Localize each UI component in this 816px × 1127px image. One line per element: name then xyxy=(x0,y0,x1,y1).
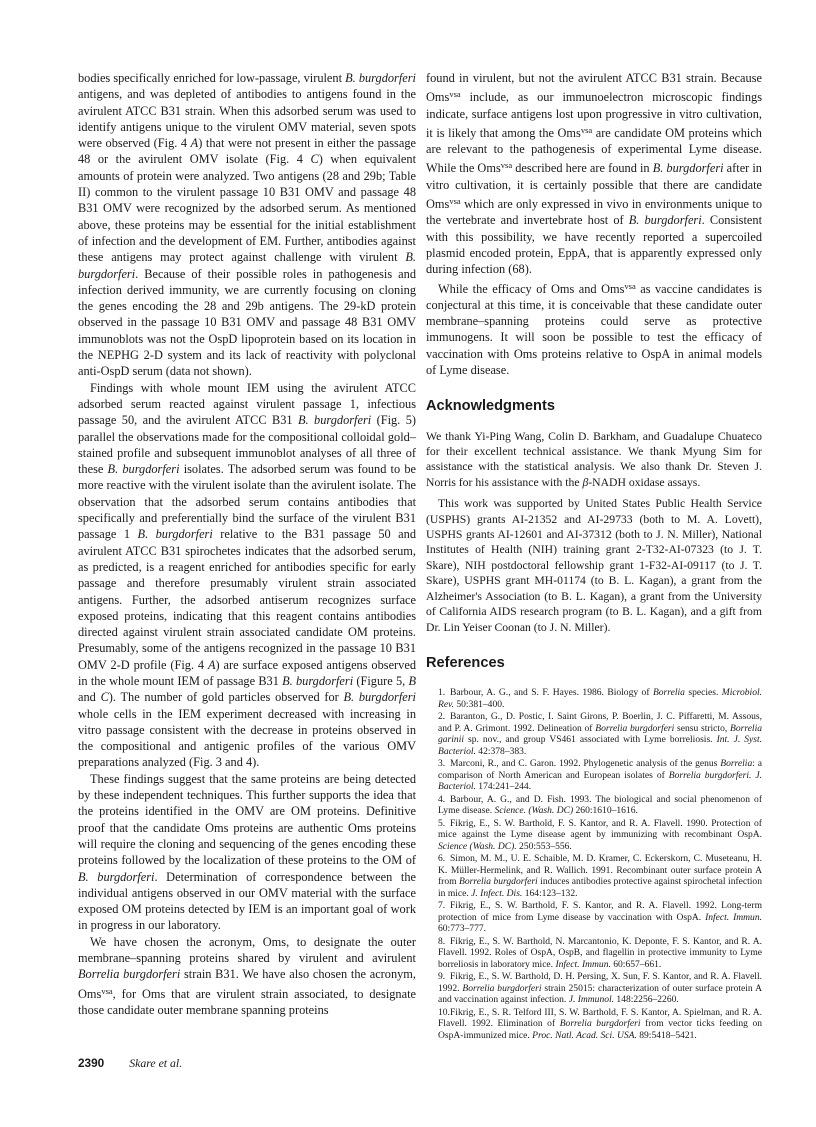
reference-item xyxy=(426,758,762,793)
page-number: 2390 xyxy=(78,1056,105,1070)
reference-text: 50:381–400. xyxy=(453,698,505,710)
reference-item xyxy=(426,794,762,817)
reference-italic-text: Infect. Immun. xyxy=(705,911,762,923)
acknowledgments-heading: Acknowledgments xyxy=(426,398,555,415)
reference-text: Marconi, R., and C. Garon. 1992. Phylogenetic analysis of the genus xyxy=(450,758,721,770)
reference-italic-text: Microbiol. Rev. xyxy=(438,687,763,710)
reference-text: 89:5418–5421. xyxy=(636,1029,697,1041)
reference-italic-text: Int. J. Syst. Bacteriol. xyxy=(438,734,762,757)
reference-number: 4. xyxy=(438,793,446,805)
reference-item xyxy=(426,687,762,710)
reference-italic-text: Borrelia burgdorferi. J. Bacteriol. xyxy=(438,769,762,793)
reference-number: 8. xyxy=(438,935,446,947)
reference-item xyxy=(426,818,762,853)
reference-italic-text: Borrelia burgdorferi xyxy=(595,722,675,734)
reference-italic-text: Borrelia burgdorferi xyxy=(462,982,542,994)
reference-item xyxy=(426,936,762,971)
reference-italic-text: Proc. Natl. Acad. Sci. USA. xyxy=(532,1029,637,1041)
page-footer xyxy=(78,1056,182,1071)
reference-italic-text: Science. (Wash. DC) xyxy=(494,805,574,817)
reference-list xyxy=(426,687,762,1041)
reference-number: 3. xyxy=(438,758,446,770)
reference-text: 260:1610–1616. xyxy=(573,805,638,817)
reference-text: Fikrig, E., S. W. Barthold, D. H. Persing, X. Sun, F. S. Kantor, and R. A. Flavell. 1992. xyxy=(438,971,762,994)
reference-text: 60:657–661. xyxy=(610,958,662,970)
reference-item xyxy=(426,711,762,757)
reference-number: 7. xyxy=(438,900,446,912)
reference-text: 164:123–132. xyxy=(522,887,578,899)
reference-text: 60:773–777. xyxy=(438,923,487,935)
reference-italic-text: J. Infect. Dis. xyxy=(471,887,523,899)
reference-italic-text: J. Immunol. xyxy=(568,994,615,1006)
reference-number: 2. xyxy=(438,711,446,723)
reference-item xyxy=(426,853,762,899)
references-heading: References xyxy=(426,654,505,671)
left-column xyxy=(78,70,416,1018)
reference-text: 174:241–244. xyxy=(475,781,532,793)
reference-text: Barbour, A. G., and S. F. Hayes. 1986. Biology of xyxy=(450,687,653,699)
reference-number: 1. xyxy=(438,687,446,699)
body-paragraph-2: Findings with whole mount IEM using the avirulent ATCC adsorbed serum reacted against virulent passage 1, infectious passage 50, and the avirulent ATCC B31 B. burgdorferi (Fig. 5) parallel the observations made for the compositional colloidal gold–stained profile and subsequent immunoblot analyses of all three of these B. burgdorferi isolates. The adsorbed serum was found to be more reactive with the virulent isolate than the avirulent isolate. The observation that the adsorbed serum contains antibodies that specifically and preferentially bind the surface of the virulent B31 passage 1 B. burgdorferi relative to the B31 passage 50 and avirulent ATCC B31 spirochetes indicates that the adsorbed serum, as predicted, is a reagent enriched for antibodies specific for early passage and therefore presumably virulent strain associated antigens. Further, the adsorbed antiserum recognizes surface exposed proteins, indicating that this reagent contains antibodies directed against virulent strain associated candidate OM proteins. Presumably, some of the antigens recognized in the passage 10 B31 OMV 2-D profile (Fig. 4 A) are surface exposed antigens observed in the whole mount IEM of passage B31 B. burgdorferi (Figure 5, B and C). The number of gold particles observed for B. burgdorferi whole cells in the IEM experiment decreased with increasing in vitro passage consistent with the decrease in proteins observed in the compositional and antigenic profiles of the various OMV preparations analyzed (Fig. 3 and 4). xyxy=(78,380,416,770)
reference-italic-text: Borrelia xyxy=(652,687,685,699)
reference-text: Fikrig, E., S. W. Barthold, F. S. Kantor, and R. A. Flavell. 1992. Long-term protection of mice from Lyme disease by vaccination with OspA. xyxy=(438,900,762,923)
reference-text: sp. nov., and group VS461 associated with Lyme borreliosis. xyxy=(464,734,717,746)
body-paragraph-4: We have chosen the acronym, Oms, to designate the outer membrane–spanning proteins shared by virulent and avirulent Borrelia burgdorferi strain B31. We have also chosen the acronym, Oms$^{vsa}$, for Oms that are virulent strain associated, to designate those candidate outer membrane spanning proteins xyxy=(78,934,416,1017)
reference-number: 6. xyxy=(438,853,446,865)
reference-text: Fikrig, E., S. W. Barthold, N. Marcantonio, K. Deponte, F. S. Kantor, and R. A. Flavell. 1992. Roles of OspA, OspB, and flagellin in protective immunity to Lyme borreliosis in laboratory mice. xyxy=(438,935,762,970)
reference-text: induces antibodies protective against spirochetal infection in mice. xyxy=(438,876,762,899)
reference-italic-text: Infect. Immun. xyxy=(555,958,611,970)
reference-number: 9. xyxy=(438,971,446,983)
reference-item xyxy=(426,1007,762,1042)
reference-italic-text: Borrelia burgdorferi xyxy=(559,1018,641,1030)
reference-italic-text: Science (Wash. DC). xyxy=(438,840,517,852)
right-column xyxy=(426,70,762,1041)
reference-text: 148:2256–2260. xyxy=(614,994,679,1006)
reference-number: 5. xyxy=(438,817,446,829)
body-paragraph-3: These findings suggest that the same proteins are being detected by these independent techniques. This further supports the idea that the proteins identified in the OMV are OM proteins. Definitive proof that the candidate Oms proteins are authentic Oms proteins will require the cloning and sequencing of the genes encoding these proteins followed by the localization of these proteins to the OM of B. burgdorferi. Determination of correspondence between the individual antigens observed in our OMV material with the surface exposed OM proteins detected by IEM is an important goal of work in progress in our laboratory. xyxy=(78,771,416,933)
reference-text: Barbour, A. G., and D. Fish. 1993. The biological and social phenomenon of Lyme disease. xyxy=(438,793,762,817)
acknowledgments-paragraph: We thank Yi-Ping Wang, Colin D. Barkham, and Guadalupe Chuateco for their excellent technical assistance. We thank Myung Sim for assistance with the statistical analysis. We also thank Dr. Steven J. Norris for his assistance with the β-NADH oxidase assays. xyxy=(426,429,762,489)
reference-text: 250:553–556. xyxy=(516,840,572,852)
reference-italic-text: Borrelia xyxy=(720,758,753,770)
reference-item xyxy=(426,971,762,1006)
running-author: Skare et al. xyxy=(129,1056,183,1070)
funding-paragraph: This work was supported by United States Public Health Service (USPHS) grants AI-21352 and AI-29733 (both to M. A. Lovett), USPHS grants AI-12601 and AI-37312 (both to J. N. Miller), National Institutes of Health (NIH) training grant 2-T32-AI-07323 (to J. T. Skare), NIH postdoctoral fellowship grant 1-F32-AI-09117 (to J. T. Skare), USPHS grant MH-01174 (to B. L. Kagan), a grant from the Alzheimer's Association (to B. L. Kagan), a grant from the University of California AIDS research program (to B. L. Kagan), and a gift from Dr. Lin Yeiser Coonan (to J. N. Miller). xyxy=(426,497,762,634)
reference-text: from vector ticks feeding on OspA-immunized mice. xyxy=(438,1018,762,1041)
body-paragraph-6: While the efficacy of Oms and Oms$^{vsa}$ as vaccine candidates is conjectural at this time, it is conceivable that these candidate outer membrane–spanning proteins could serve as protective immunogens. It will soon be possible to test the efficacy of vaccination with Oms proteins relative to OspA in animal models of Lyme disease. xyxy=(426,280,762,378)
reference-text: sensu stricto, xyxy=(674,722,731,734)
reference-italic-text: Borrelia burgdorferi xyxy=(459,876,538,888)
reference-text: species. xyxy=(684,687,722,699)
reference-text: Fikrig, E., S. R. Telford III, S. W. Barthold, F. S. Kantor, A. Spielman, and R. A. Flavell. 1992. Elimination of xyxy=(438,1006,762,1030)
reference-text: Simon, M. M., U. E. Schaible, M. D. Kramer, C. Eckerskorn, C. Museteanu, H. K. Müller-Hermelink, and R. Wallich. 1991. Recombinant outer surface protein A from xyxy=(438,853,762,888)
reference-text: : a comparison of North American and European isolates of xyxy=(438,758,762,781)
reference-text: Fikrig, E., S. W. Barthold, F. S. Kantor, and R. A. Flavell. 1990. Protection of mice against the Lyme disease agent by immunizing with recombinant OspA. xyxy=(438,817,762,841)
reference-number: 10. xyxy=(438,1006,450,1018)
reference-text: strain 25015: characterization of outer surface protein A and vaccination against infection. xyxy=(438,982,762,1006)
reference-item xyxy=(426,900,762,935)
body-paragraph-1: bodies specifically enriched for low-passage, virulent B. burgdorferi antigens, and was depleted of antibodies to antigens found in the avirulent ATCC B31 strain. When this adsorbed serum was used to identify antigens unique to the virulent OMV material, seven spots were observed (Fig. 4 A) that were not present in either the passage 48 or the avirulent OMV isolate (Fig. 4 C) when equivalent amounts of protein were analyzed. Two antigens (28 and 29b; Table II) common to the virulent passage 10 B31 OMV and passage 48 B31 OMV were recognized by the adsorbed serum. As mentioned above, these proteins may be essential for the initial establishment of infection and the development of EM. Further, antibodies against these antigens may protect against challenge with virulent B. burgdorferi. Because of their possible roles in pathogenesis and infection derived immunity, we are currently focusing on cloning the genes encoding the 28 and 29b antigens. The 29-kD protein observed in the passage 10 B31 OMV and passage 48 B31 OMV immunoblots was not the OspD lipoprotein based on its location in the NEPHG 2-D system and its lack of reactivity with polyclonal anti-OspD serum (data not shown). xyxy=(78,71,417,379)
reference-italic-text: Borrelia garinii xyxy=(438,722,763,746)
reference-text: 42:378–383. xyxy=(475,745,527,757)
body-paragraph-5: found in virulent, but not the avirulent ATCC B31 strain. Because Oms$^{vsa}$ include, as our immunoelectron microscopic findings indicate, surface antigens lost upon progressive in vitro cultivation, it is likely that among the Oms$^{vsa}$ are candidate OM proteins which are relevant to the pathogenesis of experimental Lyme disease. While the Oms$^{vsa}$ described here are found in B. burgdorferi after in vitro cultivation, it is certainly possible that there are candidate Oms$^{vsa}$ which are only expressed in vivo in environments unique to the vertebrate and invertebrate host of B. burgdorferi. Consistent with this possibility, we have recently reported a supercoiled plasmid encoded protein, EppA, that is apparently expressed only during infection (68). xyxy=(426,71,763,277)
reference-text: Baranton, G., D. Postic, I. Saint Girons, P. Boerlin, J. C. Piffaretti, M. Assous, and P. A. Grimont. 1992. Delineation of xyxy=(438,711,762,734)
